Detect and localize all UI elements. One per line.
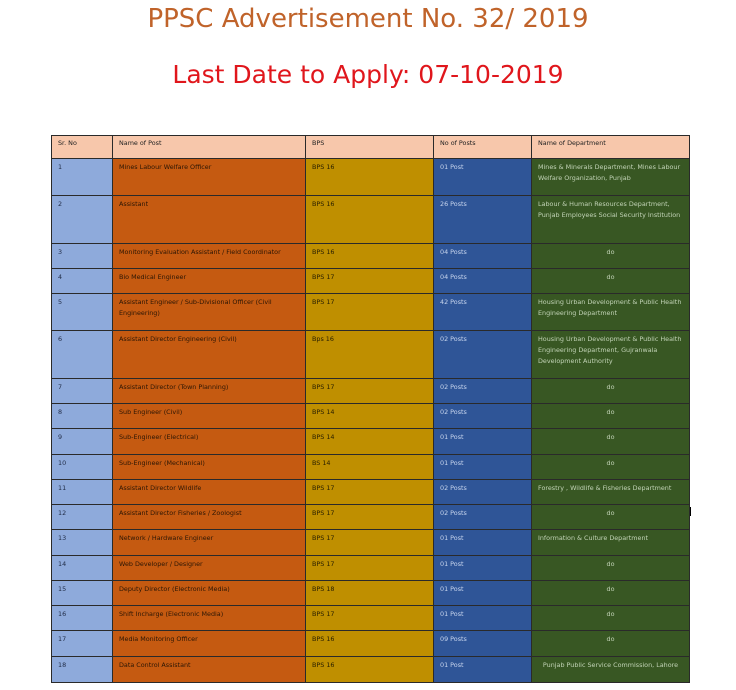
table-row	[52, 404, 690, 429]
cell-no-of-posts: 09 Posts	[434, 631, 532, 657]
cell-sr-no: 16	[52, 606, 113, 631]
cell-post-name: Sub-Engineer (Electrical)	[113, 429, 306, 455]
cell-department: do	[532, 556, 690, 581]
cell-sr-no: 8	[52, 404, 113, 429]
cell-post-name: Sub-Engineer (Mechanical)	[113, 455, 306, 480]
cell-post-name: Deputy Director (Electronic Media)	[113, 581, 306, 606]
table-row	[52, 455, 690, 480]
cell-bps: BPS 17	[306, 480, 434, 505]
cell-sr-no: 15	[52, 581, 113, 606]
table-row	[52, 429, 690, 455]
cell-sr-no: 3	[52, 244, 113, 269]
cell-no-of-posts: 02 Posts	[434, 379, 532, 404]
cell-no-of-posts: 02 Posts	[434, 331, 532, 379]
cell-sr-no: 4	[52, 269, 113, 294]
cell-post-name: Shift Incharge (Electronic Media)	[113, 606, 306, 631]
cell-post-name: Assistant Director (Town Planning)	[113, 379, 306, 404]
cell-no-of-posts: 02 Posts	[434, 480, 532, 505]
cell-bps: BPS 14	[306, 404, 434, 429]
cell-post-name: Mines Labour Welfare Officer	[113, 159, 306, 196]
table-row	[52, 581, 690, 606]
cell-post-name: Sub Engineer (Civil)	[113, 404, 306, 429]
cell-sr-no: 9	[52, 429, 113, 455]
cell-no-of-posts: 02 Posts	[434, 505, 532, 530]
table-header-row	[52, 136, 690, 159]
column-header-sr-no: Sr. No	[52, 136, 113, 159]
cell-post-name: Assistant Engineer / Sub-Divisional Officer (Civil Engineering)	[113, 294, 306, 331]
cell-department: do	[532, 606, 690, 631]
cell-sr-no: 18	[52, 657, 113, 683]
cell-no-of-posts: 01 Post	[434, 530, 532, 556]
table-row	[52, 505, 690, 530]
cell-bps: BPS 17	[306, 269, 434, 294]
table-row	[52, 159, 690, 196]
cell-department: Punjab Public Service Commission, Lahore	[532, 657, 690, 683]
cell-bps: BPS 17	[306, 530, 434, 556]
cell-sr-no: 13	[52, 530, 113, 556]
cell-bps: BPS 16	[306, 657, 434, 683]
table-row	[52, 530, 690, 556]
cell-department: Housing Urban Development & Public Health Engineering Department	[532, 294, 690, 331]
table-row	[52, 606, 690, 631]
cell-department: Labour & Human Resources Department, Punjab Employees Social Security Institution	[532, 196, 690, 244]
cell-bps: BPS 17	[306, 556, 434, 581]
cell-sr-no: 12	[52, 505, 113, 530]
cell-sr-no: 1	[52, 159, 113, 196]
page-title: PPSC Advertisement No. 32/ 2019	[147, 4, 589, 34]
cell-no-of-posts: 04 Posts	[434, 269, 532, 294]
cell-post-name: Bio Medical Engineer	[113, 269, 306, 294]
cell-department: Housing Urban Development & Public Health Engineering Department, Gujranwala Development Authority	[532, 331, 690, 379]
cell-department: do	[532, 631, 690, 657]
cell-department: Forestry , Wildlife & Fisheries Department	[532, 480, 690, 505]
cell-bps: BS 14	[306, 455, 434, 480]
cell-sr-no: 7	[52, 379, 113, 404]
text-cursor-mark	[690, 507, 691, 516]
cell-sr-no: 14	[52, 556, 113, 581]
cell-bps: BPS 17	[306, 379, 434, 404]
cell-bps: BPS 17	[306, 294, 434, 331]
cell-sr-no: 5	[52, 294, 113, 331]
cell-department: do	[532, 269, 690, 294]
table-row	[52, 480, 690, 505]
cell-bps: BPS 16	[306, 244, 434, 269]
cell-department: do	[532, 429, 690, 455]
cell-post-name: Assistant Director Engineering (Civil)	[113, 331, 306, 379]
cell-sr-no: 17	[52, 631, 113, 657]
cell-bps: BPS 16	[306, 159, 434, 196]
cell-sr-no: 11	[52, 480, 113, 505]
last-date-subtitle: Last Date to Apply: 07-10-2019	[172, 60, 564, 89]
table-body	[52, 159, 690, 683]
cell-department: do	[532, 505, 690, 530]
cell-department: do	[532, 581, 690, 606]
table-row	[52, 379, 690, 404]
cell-bps: Bps 16	[306, 331, 434, 379]
cell-bps: BPS 17	[306, 606, 434, 631]
cell-post-name: Media Monitoring Officer	[113, 631, 306, 657]
cell-post-name: Data Control Assistant	[113, 657, 306, 683]
cell-no-of-posts: 02 Posts	[434, 404, 532, 429]
cell-department: do	[532, 455, 690, 480]
column-header-department: Name of Department	[532, 136, 690, 159]
cell-department: do	[532, 404, 690, 429]
cell-department: do	[532, 379, 690, 404]
cell-post-name: Web Developer / Designer	[113, 556, 306, 581]
column-header-bps: BPS	[306, 136, 434, 159]
cell-no-of-posts: 01 Post	[434, 606, 532, 631]
table-row	[52, 294, 690, 331]
table-row	[52, 244, 690, 269]
table-row	[52, 556, 690, 581]
cell-no-of-posts: 01 Post	[434, 159, 532, 196]
cell-sr-no: 2	[52, 196, 113, 244]
cell-no-of-posts: 42 Posts	[434, 294, 532, 331]
cell-department: Information & Culture Department	[532, 530, 690, 556]
cell-no-of-posts: 01 Post	[434, 455, 532, 480]
cell-bps: BPS 18	[306, 581, 434, 606]
cell-sr-no: 6	[52, 331, 113, 379]
cell-post-name: Assistant Director Wildlife	[113, 480, 306, 505]
cell-post-name: Network / Hardware Engineer	[113, 530, 306, 556]
column-header-no-of-posts: No of Posts	[434, 136, 532, 159]
cell-no-of-posts: 26 Posts	[434, 196, 532, 244]
cell-no-of-posts: 01 Post	[434, 581, 532, 606]
cell-post-name: Monitoring Evaluation Assistant / Field Coordinator	[113, 244, 306, 269]
cell-no-of-posts: 01 Post	[434, 429, 532, 455]
cell-bps: BPS 16	[306, 196, 434, 244]
cell-no-of-posts: 04 Posts	[434, 244, 532, 269]
cell-sr-no: 10	[52, 455, 113, 480]
table-row	[52, 657, 690, 683]
posts-table	[51, 135, 690, 683]
table-row	[52, 631, 690, 657]
cell-department: do	[532, 244, 690, 269]
cell-bps: BPS 16	[306, 631, 434, 657]
table-row	[52, 269, 690, 294]
cell-bps: BPS 17	[306, 505, 434, 530]
table-row	[52, 331, 690, 379]
column-header-post: Name of Post	[113, 136, 306, 159]
cell-bps: BPS 14	[306, 429, 434, 455]
cell-post-name: Assistant	[113, 196, 306, 244]
cell-post-name: Assistant Director Fisheries / Zoologist	[113, 505, 306, 530]
cell-no-of-posts: 01 Post	[434, 556, 532, 581]
cell-department: Mines & Minerals Department, Mines Labour Welfare Organization, Punjab	[532, 159, 690, 196]
cell-no-of-posts: 01 Post	[434, 657, 532, 683]
table-row	[52, 196, 690, 244]
